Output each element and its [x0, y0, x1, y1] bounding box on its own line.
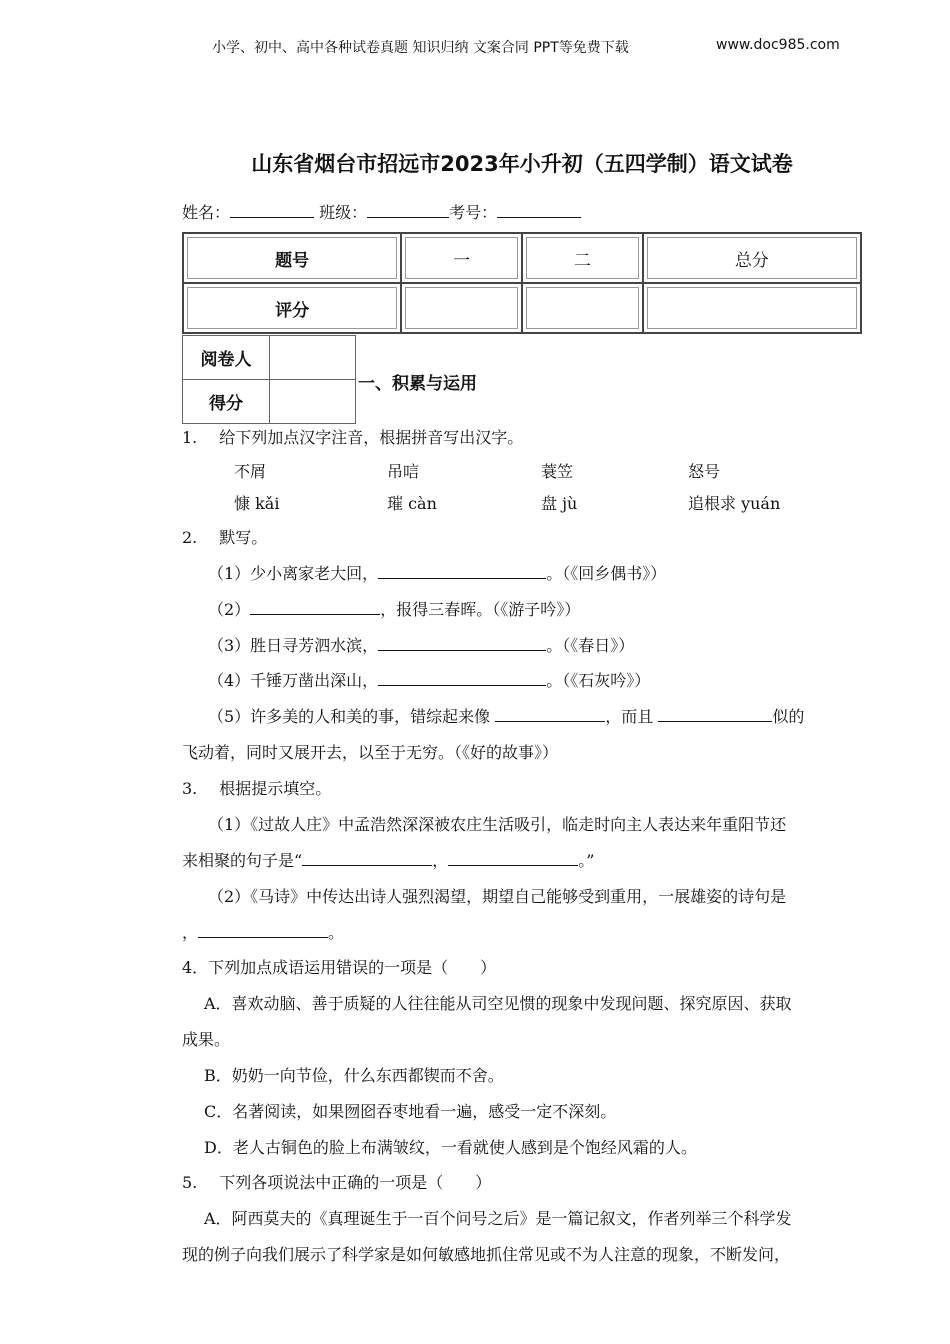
- class-field[interactable]: [367, 203, 449, 218]
- q3-part-2: （2）《马诗》中传达出诗人强烈渴望，期望自己能够受到重用，一展雄姿的诗句是: [208, 887, 787, 906]
- class-label: 班级：: [319, 203, 368, 222]
- q3-text: 。: [328, 923, 345, 942]
- q3-text: ，: [182, 923, 199, 942]
- q1-pinyin: 盘 jù: [541, 494, 578, 513]
- option-a-cont: 成果。: [182, 1030, 231, 1049]
- student-info-line: [182, 200, 581, 223]
- q2-text: 。（《石灰吟》）: [546, 671, 651, 690]
- q2-line-4: [208, 668, 650, 691]
- score-table-header: 一: [401, 233, 522, 283]
- section-title: 一、积累与运用: [358, 374, 477, 394]
- score-table: [182, 232, 862, 334]
- q3-text: 。”: [578, 851, 595, 870]
- question-number: 1.: [182, 428, 198, 447]
- option-d: D．老人古铜色的脸上布满皱纹，一看就使人感到是个饱经风霜的人。: [204, 1138, 697, 1157]
- option-b: B．奶奶一向节俭，什么东西都锲而不舍。: [204, 1066, 504, 1085]
- question-stem: 根据提示填空。: [219, 779, 332, 798]
- name-label: 姓名：: [182, 203, 231, 222]
- q2-text: ，报得三春晖。（《游子吟》）: [380, 600, 581, 619]
- question-stem: 下列各项说法中正确的一项是（ ）: [219, 1173, 492, 1192]
- question-3: [182, 776, 331, 799]
- q2-text: （4）千锤万凿出深山，: [208, 671, 379, 690]
- question-4-stem: 4．下列加点成语运用错误的一项是（ ）: [182, 958, 497, 977]
- q1-pinyin: 慷 kǎi: [234, 494, 280, 513]
- score-cell[interactable]: [270, 380, 356, 424]
- score-cell[interactable]: [643, 283, 861, 333]
- answer-blank[interactable]: [198, 923, 328, 938]
- q2-text: 。（《春日》）: [546, 636, 635, 655]
- q1-word: 怒号: [688, 462, 721, 481]
- option-c: C．名著阅读，如果囫囵吞枣地看一遍，感受一定不深刻。: [204, 1102, 617, 1121]
- question-1: [182, 425, 523, 448]
- exam-no-label: 考号：: [449, 203, 498, 222]
- q2-line-5-cont: 飞动着，同时又展开去，以至于无穷。（《好的故事》）: [182, 743, 559, 762]
- name-field[interactable]: [230, 203, 314, 218]
- q2-text: 似的: [772, 707, 805, 726]
- q3-text: ，: [432, 851, 449, 870]
- q5-option-a: A．阿西莫夫的《真理诞生于一百个问号之后》是一篇记叙文，作者列举三个科学发: [204, 1209, 792, 1228]
- question-number: 5.: [182, 1173, 198, 1192]
- reviewer-box: [182, 335, 356, 424]
- q2-text: ，而且: [605, 707, 654, 726]
- q2-line-1: [208, 561, 666, 584]
- q3-part-1-cont: [182, 848, 594, 871]
- q5-option-a-cont: 现的例子向我们展示了科学家是如何敏感地抓住常见或不为人注意的现象，不断发问，: [182, 1245, 791, 1264]
- q2-line-2: [208, 597, 580, 620]
- score-table-header: 总分: [643, 233, 861, 283]
- q1-pinyin: 璀 càn: [387, 494, 437, 513]
- score-cell[interactable]: [401, 283, 522, 333]
- answer-blank[interactable]: [448, 851, 578, 866]
- answer-blank[interactable]: [250, 600, 380, 615]
- q2-text: （3）胜日寻芳泗水滨，: [208, 636, 379, 655]
- score-table-header: 题号: [183, 233, 401, 283]
- q3-text: 来相聚的句子是“: [182, 851, 303, 870]
- score-cell[interactable]: [522, 283, 643, 333]
- question-stem: 给下列加点汉字注音，根据拼音写出汉字。: [219, 428, 524, 447]
- question-number: 2.: [182, 528, 198, 547]
- answer-blank[interactable]: [495, 707, 605, 722]
- answer-blank[interactable]: [378, 636, 546, 651]
- question-2: [182, 525, 267, 548]
- question-number: 3.: [182, 779, 198, 798]
- answer-blank[interactable]: [658, 707, 772, 722]
- header-site: www.doc985.com: [716, 37, 840, 53]
- q1-word: 蓑笠: [541, 462, 574, 481]
- score-label: 得分: [183, 380, 270, 424]
- q2-text: 。（《回乡偶书》）: [546, 564, 667, 583]
- reviewer-cell[interactable]: [270, 336, 356, 380]
- q2-text: （5）许多美的人和美的事，错综起来像: [208, 707, 491, 726]
- header-note: 小学、初中、高中各种试卷真题 知识归纳 文案合同 PPT等免费下载: [212, 40, 629, 56]
- reviewer-label: 阅卷人: [183, 336, 270, 380]
- question-5: [182, 1170, 491, 1193]
- q1-word: 吊唁: [387, 462, 420, 481]
- question-stem: 默写。: [219, 528, 268, 547]
- q2-text: （2）: [208, 600, 251, 619]
- answer-blank[interactable]: [302, 851, 432, 866]
- q1-pinyin: 追根求 yuán: [688, 494, 781, 513]
- score-table-header: 二: [522, 233, 643, 283]
- q2-line-3: [208, 633, 634, 656]
- page-title: 山东省烟台市招远市2023年小升初（五四学制）语文试卷: [251, 152, 793, 176]
- q3-part-1: （1）《过故人庄》中孟浩然深深被农庄生活吸引，临走时向主人表达来年重阳节还: [208, 815, 787, 834]
- exam-no-field[interactable]: [497, 203, 581, 218]
- q3-part-2-cont: [182, 920, 344, 943]
- option-a: A．喜欢动脑、善于质疑的人往往能从司空见惯的现象中发现问题、探究原因、获取: [204, 994, 792, 1013]
- answer-blank[interactable]: [378, 564, 546, 579]
- answer-blank[interactable]: [378, 671, 546, 686]
- score-row-label: 评分: [183, 283, 401, 333]
- q2-text: （1）少小离家老大回，: [208, 564, 379, 583]
- q1-word: 不屑: [234, 462, 267, 481]
- q2-line-5: [208, 704, 804, 727]
